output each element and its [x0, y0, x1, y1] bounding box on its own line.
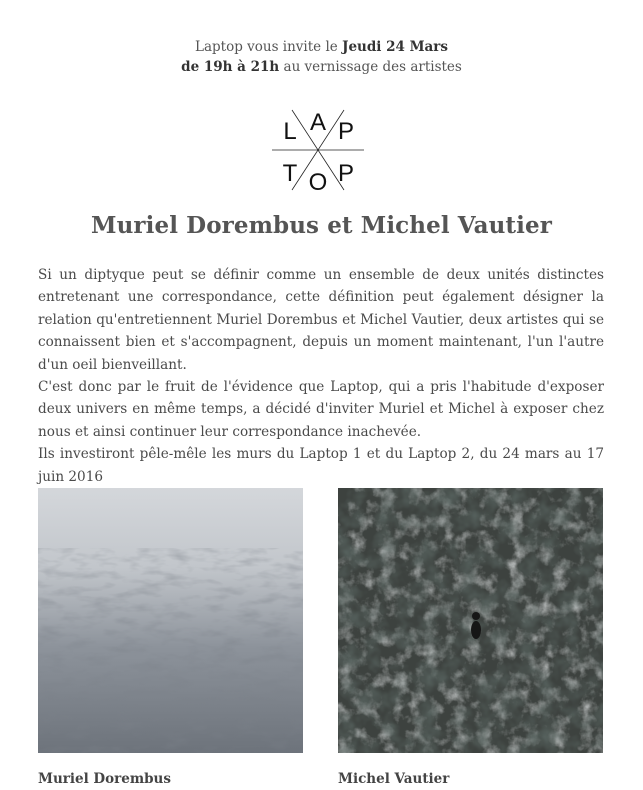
paragraph-2: C'est donc par le fruit de l'évidence que Laptop, qui a pris l'habitude d'exposer deux univers en même temps, a décidé d'inviter Muriel et Michel à exposer chez nous et ainsi continuer leur correspondance inachevée. — [38, 379, 604, 440]
logo-letter-l: L — [283, 118, 297, 145]
artwork-image-vautier[interactable] — [338, 488, 603, 753]
artist-name-vautier: Michel Vautier — [338, 771, 450, 787]
logo-letter-t: T — [282, 160, 298, 187]
invite-text: Laptop vous invite le — [194, 39, 343, 55]
invitation-header — [0, 37, 643, 77]
laptop-logo — [268, 108, 368, 192]
description — [38, 264, 604, 488]
exhibition-title: Muriel Dorembus et Michel Vautier — [91, 212, 552, 239]
paragraph-3: Ils investiront pêle-mêle les murs du Laptop 1 et du Laptop 2, du 24 mars au 17 juin 2016 — [38, 446, 604, 485]
paragraph-1: Si un diptyque peut se définir comme un ensemble de deux unités distinctes entretenant une correspondance, cette définition peut également désigner la relation qu'entretiennent Muriel Dorembus et Michel Vautier, deux artistes qui se connaissent bien et s'accompagnent, depuis un moment maintenant, l'un l'autre d'un oeil bienveillant. — [38, 267, 604, 373]
logo-letter-a: A — [309, 109, 327, 136]
logo-letter-p: P — [337, 118, 355, 145]
logo-letter-o: O — [308, 169, 328, 192]
invite-line-1 — [0, 37, 643, 57]
artwork-image-dorembus[interactable] — [38, 488, 303, 753]
invite-date: Jeudi 24 Mars — [342, 39, 449, 55]
artist-name-dorembus: Muriel Dorembus — [38, 771, 171, 787]
invite-time: de 19h à 21h — [181, 59, 280, 75]
logo-letter-p2: P — [337, 160, 355, 187]
invite-line-2 — [0, 57, 643, 77]
invite-text-2: au vernissage des artistes — [279, 59, 462, 75]
